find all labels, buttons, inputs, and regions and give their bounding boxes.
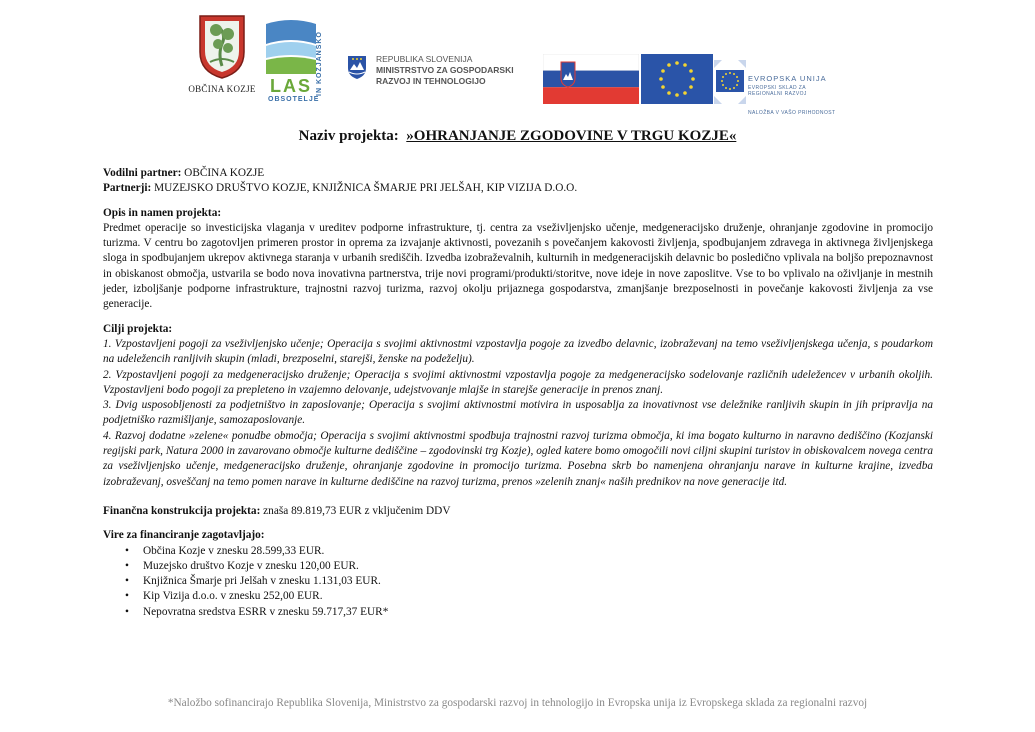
finance-value: znaša 89.819,73 EUR z vključenim DDV (260, 504, 451, 517)
source-item: • Nepovratna sredstva ESRR v znesku 59.717,37 EUR* (143, 605, 933, 620)
goal-item: 2. Vzpostavljeni pogoji za medgeneracijsko druženje; Operacija s svojimi aktivnostmi vzpostavlja pogoje za medgeneracijsko sodelovanje različnih udeležencev v urbanih okoljih. Vzpostavljeni bodo pogoji za prepleteno in vzajemno delovanje, udejstvovanje mlajše in starejše generacije in prenos znanj. (103, 368, 933, 396)
lead-partner-line (103, 166, 933, 181)
source-item: • Kip Vizija d.o.o. v znesku 252,00 EUR. (143, 589, 933, 604)
finance-label: Finančna konstrukcija projekta: (103, 504, 261, 517)
footnote: *Naložbo sofinancirajo Republika Slovenija, Ministrstvo za gospodarski razvoj in tehnologijo in Evropska unija iz Evropskega sklada za regionalni razvoj (167, 697, 868, 709)
title-name: »OHRANJANJE ZGODOVINE V TRGU KOZJE« (406, 128, 737, 144)
description-text: Predmet operacije so investicijska vlaganja v ureditev podporne infrastrukture, tj. centra za vseživljenjsko učenje, medgeneracijsko druženje, ohranjanje zgodovine in promocijo turizma. V centru bo zagotovljen primeren prostor in oprema za izvajanje aktivnosti, povezanih s povečanjem kakovosti življenja, spodbujanjem zdravega in aktivnega življenjskega sloga in spodbujanjem ukrepov aktivnega staranja v urbanih središčih. Izvedba izobraževalnih, kulturnih in medgeneracijskih delavnic bo posledično vplivala na boljšo prepoznavnost in obiskanost območja, ustvarila se bodo nova inovativna partnerstva, trije novi programi/produkti/storitve, nove ideje in nove zaposlitve. Vse to bo vplivalo na oživljanje in mestnih jeder, izboljšanje podporne infrastrukture, trajnostni razvoj turizma, razvoj okolju prijaznega gospodarstva, zmanjšanje brezposelnosti in povečanje kakovosti življenja za vse generacije. (103, 221, 933, 311)
source-item: • Muzejsko društvo Kozje v znesku 120,00 EUR. (143, 559, 933, 574)
header-logos (0, 14, 1035, 116)
document-body (103, 166, 933, 620)
eu-line-1: EVROPSKA UNIJA (748, 74, 827, 83)
las-vertical-text: IN KOZJANSKO (316, 31, 323, 97)
goal-item: 1. Vzpostavljeni pogoji za vseživljenjsko učenje; Operacija s svojimi aktivnostmi vzpostavlja pogoje za izvedbo delavnic, izobraževanj na temo vseživljenjskega učenja, s poudarkom na udeležencih ranljivih skupin (mladi, brezposelni, starejši, ženske na podeželju). (103, 337, 933, 366)
partners-value: MUZEJSKO DRUŠTVO KOZJE, KNJIŽNICA ŠMARJE PRI JELŠAH, KIP VIZIJA D.O.O. (151, 182, 578, 195)
source-item: • Knjižnica Šmarje pri Jelšah v znesku 1.131,03 EUR. (143, 574, 933, 589)
description-heading (103, 206, 933, 221)
flags-group (543, 54, 713, 116)
description-heading-text: Opis in namen projekta: (103, 206, 222, 219)
las-word: LAS (270, 76, 312, 96)
eu-fund-logo (714, 54, 854, 116)
goal-item: 3. Dvig usposobljenosti za podjetništvo in zaposlovanje; Operacija s svojimi aktivnostmi motivira in usposablja za inovativnost vse deležnike ranljivih skupin in jih pripravlja na podjetniško razmišljanje, samozaposlovanje. (103, 399, 933, 427)
slovenia-crest-icon (346, 54, 368, 80)
eu-flag-icon (641, 54, 713, 104)
slovenia-flag-icon (543, 54, 639, 104)
ministry-logo (346, 54, 536, 104)
goals-heading (103, 322, 933, 337)
las-subtitle: OBSOTELJE (268, 96, 320, 103)
municipality-caption: OBČINA KOZJE (188, 84, 256, 94)
kozje-coat-of-arms-icon (198, 14, 246, 80)
title-prefix: Naziv projekta: (298, 128, 399, 144)
finance-line (103, 504, 933, 519)
sources-list (103, 544, 933, 620)
goals-heading-text: Cilji projekta: (103, 322, 173, 335)
las-obsotelje-logo (266, 18, 332, 106)
ministry-line-3: RAZVOJ IN TEHNOLOGIJO (376, 76, 486, 86)
eu-small-flag-icon (714, 60, 746, 104)
eu-line-2: EVROPSKI SKLAD ZA (748, 85, 806, 91)
partners-line (103, 181, 933, 196)
lead-partner-label: Vodilni partner: (103, 167, 182, 179)
ministry-line-1: REPUBLIKA SLOVENIJA (376, 54, 473, 64)
ministry-line-2: MINISTRSTVO ZA GOSPODARSKI (376, 65, 514, 75)
eu-lines-2-3 (748, 85, 807, 97)
ministry-text (376, 54, 514, 87)
sources-heading-text: Vire za financiranje zagotavljajo: (103, 529, 265, 542)
goal-item: 4. Razvoj dodatne »zelene« ponudbe območja; Operacija s svojimi aktivnostmi spodbuja trajnostni razvoj turizma območja, ki ima bogato kulturno in naravno dediščino (Kozjanski regijski park, Natura 2000 in zavarovano območje kulturne dediščine – zgodovinski trg Kozje), ogled katere bomo omogočili novi ciljni skupini turistov in obiskovalcem novega centra za vseživljenjsko učenje, medgeneracijsko druženje, ohranjanje zgodovine in promocijo turizma. Posebna skrb bo namenjena ohranjanju narave in kulturne krajine, izvedba izobraževanj, osveščanj na temo pomen narave in kulturne dediščine na razvoj turizma, prenos »zelenih znanj« naših prednikov na nove generacije itd. (103, 429, 933, 488)
obcina-kozje-logo (180, 14, 264, 106)
source-item: • Občina Kozje v znesku 28.599,33 EUR. (143, 544, 933, 559)
eu-line-4: NALOŽBA V VAŠO PRIHODNOST (748, 110, 836, 116)
eu-line-3: REGIONALNI RAZVOJ (748, 91, 807, 97)
partners-label: Partnerji: (103, 182, 152, 195)
project-title (0, 128, 1035, 145)
lead-partner-value: OBČINA KOZJE (181, 167, 265, 179)
sources-heading (103, 528, 933, 543)
las-landscape-icon (266, 18, 316, 74)
